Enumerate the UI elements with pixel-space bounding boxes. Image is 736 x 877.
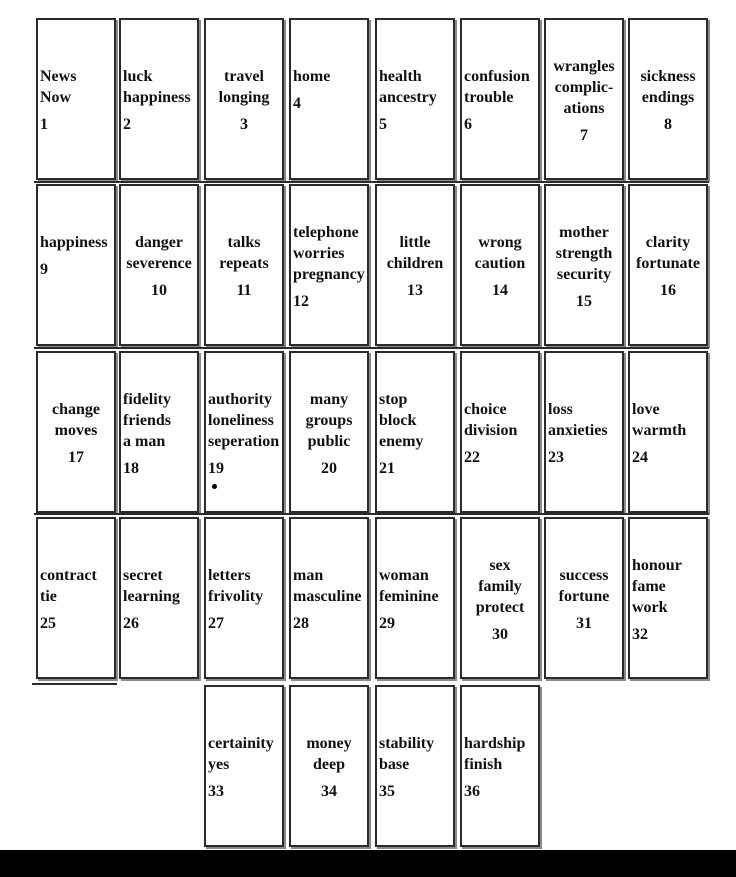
card-23 — [544, 351, 624, 513]
card-keyword: wrong — [478, 234, 522, 251]
card-keyword: caution — [474, 255, 526, 272]
card-number: 30 — [492, 626, 508, 643]
card-keyword: fame — [632, 578, 666, 595]
card-keyword: telephone — [293, 224, 359, 241]
card-number: 36 — [464, 783, 480, 800]
stray-dot — [212, 484, 217, 489]
card-keyword: many — [309, 391, 349, 408]
card-number: 23 — [548, 449, 564, 466]
card-keyword: protect — [475, 599, 525, 616]
card-number: 20 — [321, 460, 337, 477]
card-number: 24 — [632, 449, 648, 466]
card-keyword: loneliness — [208, 412, 274, 429]
card-7 — [544, 18, 624, 180]
card-keyword: health — [379, 68, 422, 85]
card-number: 32 — [632, 626, 648, 643]
card-number: 9 — [40, 261, 48, 278]
card-keyword: woman — [379, 567, 429, 584]
card-26 — [119, 517, 199, 679]
card-keyword: danger — [135, 234, 183, 251]
card-keyword: stop — [379, 391, 408, 408]
card-number: 13 — [407, 282, 423, 299]
card-keyword: a man — [123, 433, 166, 450]
card-keyword: family — [478, 578, 522, 595]
card-number: 2 — [123, 116, 131, 133]
card-keyword: base — [379, 756, 410, 773]
card-number: 25 — [40, 615, 56, 632]
card-keyword: sex — [489, 557, 511, 574]
card-22 — [460, 351, 540, 513]
card-number: 21 — [379, 460, 395, 477]
card-number: 15 — [576, 293, 592, 310]
card-keyword: home — [293, 68, 331, 85]
card-keyword: masculine — [293, 588, 362, 605]
card-keyword: authority — [208, 391, 272, 408]
card-keyword: longing — [218, 89, 270, 106]
card-18 — [119, 351, 199, 513]
card-keyword: happiness — [123, 89, 191, 106]
card-keyword: complic- — [554, 79, 614, 96]
card-number: 14 — [492, 282, 508, 299]
card-35 — [375, 685, 455, 847]
card-keyword: division — [464, 422, 518, 439]
card-keyword: moves — [54, 422, 98, 439]
card-number: 1 — [40, 116, 48, 133]
card-number: 4 — [293, 95, 301, 112]
card-10 — [119, 184, 199, 346]
card-14 — [460, 184, 540, 346]
card-keyword: letters — [208, 567, 251, 584]
card-29 — [375, 517, 455, 679]
card-keyword: secret — [123, 567, 163, 584]
card-keyword: work — [632, 599, 668, 616]
card-number: 33 — [208, 783, 224, 800]
card-number: 6 — [464, 116, 472, 133]
row-divider — [32, 683, 117, 685]
card-keyword: public — [307, 433, 351, 450]
card-keyword: travel — [224, 68, 264, 85]
card-keyword: clarity — [645, 234, 691, 251]
card-number: 7 — [580, 127, 588, 144]
card-keyword: certainity — [208, 735, 274, 752]
card-number: 8 — [664, 116, 672, 133]
card-keyword: tie — [40, 588, 57, 605]
card-17 — [36, 351, 116, 513]
card-number: 34 — [321, 783, 337, 800]
card-keyword: frivolity — [208, 588, 264, 605]
card-number: 11 — [236, 282, 252, 299]
card-keyword: children — [386, 255, 444, 272]
card-20 — [289, 351, 369, 513]
card-keyword: groups — [305, 412, 353, 429]
bottom-black-bar — [0, 850, 736, 877]
card-33 — [204, 685, 284, 847]
card-keyword: loss — [548, 401, 573, 418]
card-number: 26 — [123, 615, 139, 632]
card-16 — [628, 184, 708, 346]
card-keyword: ancestry — [379, 89, 437, 106]
card-keyword: pregnancy — [293, 266, 365, 283]
card-keyword: endings — [641, 89, 695, 106]
card-36 — [460, 685, 540, 847]
card-number: 18 — [123, 460, 139, 477]
card-keyword: change — [52, 401, 100, 418]
card-keyword: trouble — [464, 89, 514, 106]
card-24 — [628, 351, 708, 513]
row-divider — [34, 347, 709, 349]
card-keyword: friends — [123, 412, 171, 429]
card-number: 3 — [240, 116, 248, 133]
card-keyword: finish — [464, 756, 503, 773]
card-32 — [628, 517, 708, 679]
card-keyword: confusion — [464, 68, 530, 85]
card-keyword: talks — [227, 234, 261, 251]
card-keyword: block — [379, 412, 417, 429]
card-5 — [375, 18, 455, 180]
card-21 — [375, 351, 455, 513]
card-15 — [544, 184, 624, 346]
card-keyword: love — [632, 401, 660, 418]
card-4 — [289, 18, 369, 180]
card-keyword: wrangles — [553, 58, 615, 75]
card-number: 28 — [293, 615, 309, 632]
card-number: 22 — [464, 449, 480, 466]
card-27 — [204, 517, 284, 679]
card-13 — [375, 184, 455, 346]
card-number: 10 — [151, 282, 167, 299]
card-keyword: repeats — [219, 255, 269, 272]
card-30 — [460, 517, 540, 679]
card-keyword: security — [556, 266, 612, 283]
card-keyword: money — [306, 735, 352, 752]
card-3 — [204, 18, 284, 180]
card-number: 29 — [379, 615, 395, 632]
card-31 — [544, 517, 624, 679]
card-25 — [36, 517, 116, 679]
card-number: 31 — [576, 615, 592, 632]
card-number: 27 — [208, 615, 224, 632]
row-divider — [34, 181, 709, 183]
card-number: 19 — [208, 460, 224, 477]
card-keyword: enemy — [379, 433, 424, 450]
card-keyword: Now — [40, 89, 72, 106]
card-keyword: little — [399, 234, 431, 251]
card-keyword: deep — [313, 756, 345, 773]
card-19 — [204, 351, 284, 513]
row-divider — [34, 513, 709, 515]
card-6 — [460, 18, 540, 180]
card-keyword: stability — [379, 735, 435, 752]
card-keyword: contract — [40, 567, 97, 584]
card-keyword: learning — [123, 588, 180, 605]
card-keyword: ations — [563, 100, 605, 117]
card-number: 17 — [68, 449, 84, 466]
card-keyword: honour — [632, 557, 682, 574]
card-2 — [119, 18, 199, 180]
card-11 — [204, 184, 284, 346]
card-keyword: luck — [123, 68, 153, 85]
card-keyword: choice — [464, 401, 507, 418]
card-keyword: worries — [293, 245, 345, 262]
card-9 — [36, 184, 116, 346]
card-number: 35 — [379, 783, 395, 800]
card-keyword: sickness — [640, 68, 696, 85]
card-keyword: anxieties — [548, 422, 608, 439]
card-number: 16 — [660, 282, 676, 299]
card-34 — [289, 685, 369, 847]
card-8 — [628, 18, 708, 180]
card-keyword: seperation — [208, 433, 280, 450]
card-number: 12 — [293, 293, 309, 310]
card-keyword: strength — [555, 245, 613, 262]
card-keyword: hardship — [464, 735, 526, 752]
card-number: 5 — [379, 116, 387, 133]
card-keyword: happiness — [40, 234, 108, 251]
card-keyword: fortune — [558, 588, 610, 605]
card-keyword: success — [559, 567, 609, 584]
card-1 — [36, 18, 116, 180]
card-keyword: fidelity — [123, 391, 171, 408]
card-keyword: man — [293, 567, 324, 584]
card-keyword: mother — [559, 224, 609, 241]
card-keyword: feminine — [379, 588, 439, 605]
card-keyword: severence — [126, 255, 192, 272]
card-keyword: yes — [208, 756, 230, 773]
card-keyword: News — [40, 68, 77, 85]
card-12 — [289, 184, 369, 346]
card-28 — [289, 517, 369, 679]
card-keyword: warmth — [632, 422, 687, 439]
card-keyword: fortunate — [636, 255, 700, 272]
